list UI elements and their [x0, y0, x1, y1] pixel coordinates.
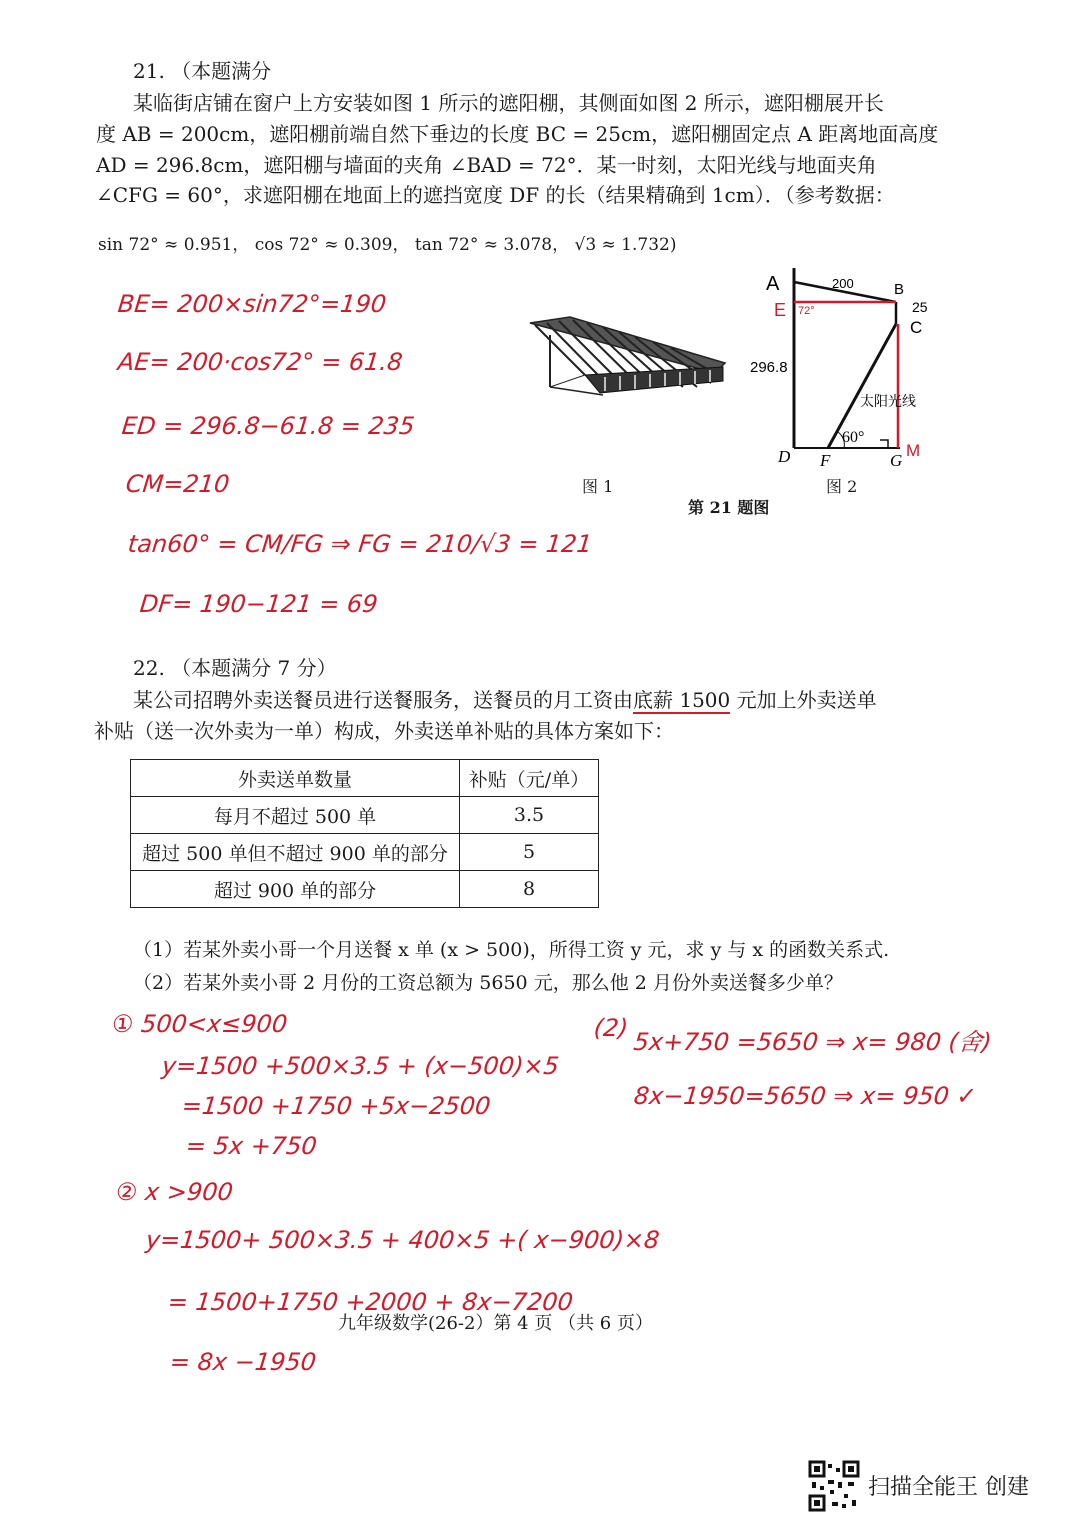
table-cell: 超过 500 单但不超过 900 单的部分: [131, 834, 460, 871]
label-bc-length: 25: [912, 299, 928, 315]
label-angle-f: 60°: [842, 429, 865, 446]
table-header-subsidy: 补贴（元/单）: [460, 760, 599, 797]
q22-case-2-line-3: = 8x −1950: [168, 1348, 318, 1376]
q21-line-1: 某临街店铺在窗户上方安装如图 1 所示的遮阳棚，其侧面如图 2 所示，遮阳棚展开长: [133, 91, 884, 115]
q22-case-2-condition: ② x >900: [114, 1178, 235, 1206]
q21-header: 21. （本题满分: [133, 59, 272, 83]
q22-part-2: （2）若某外卖小哥 2 月份的工资总额为 5650 元，那么他 2 月份外卖送餐多少单？: [133, 972, 843, 994]
q22-part-1: （1）若某外卖小哥一个月送餐 x 单 (x > 500)，所得工资 y 元，求 y 与 x 的函数关系式.: [133, 939, 890, 961]
q22-part-2-line-1: 5x+750 =5650 ⇒ x= 980 (舍): [632, 1028, 993, 1056]
label-angle-a: 72°: [798, 305, 815, 317]
q21-step-fg: tan60° = CM/FG ⇒ FG = 210/√3 = 121: [126, 530, 594, 558]
figure-2-caption: 图 2: [826, 477, 858, 496]
label-g: G: [890, 451, 903, 470]
label-sunline: 太阳光线: [860, 394, 916, 410]
q21-step-ed: ED = 296.8−61.8 = 235: [120, 412, 416, 440]
awning-figure-1: [525, 315, 730, 405]
label-c: C: [910, 318, 923, 337]
side-view-figure-2: [750, 260, 940, 470]
label-a: A: [766, 273, 780, 295]
figure-1-caption: 图 1: [582, 477, 614, 496]
q21-step-df: DF= 190−121 = 69: [138, 590, 380, 618]
table-cell: 5: [460, 834, 599, 871]
label-f: F: [820, 451, 831, 470]
label-e: E: [774, 300, 787, 320]
table-header-row: [131, 760, 599, 797]
table-cell: 每月不超过 500 单: [131, 797, 460, 834]
q22-case-2-line-2: = 1500+1750 +2000 + 8x−7200: [166, 1288, 575, 1316]
q22-line-1: [133, 685, 877, 716]
q22-case-1-line-1: y=1500 +500×3.5 + (x−500)×5: [160, 1052, 561, 1080]
table-row: [131, 797, 599, 834]
qr-code-icon: [808, 1460, 860, 1512]
table-cell: 超过 900 单的部分: [131, 871, 460, 908]
subsidy-table: [130, 759, 599, 908]
page-footer: 九年级数学(26-2）第 4 页 （共 6 页）: [338, 1313, 653, 1334]
q22-part-2-label: (2): [592, 1014, 630, 1042]
label-d: D: [778, 447, 791, 466]
table-cell: 3.5: [460, 797, 599, 834]
q21-step-be: BE= 200×sin72°=190: [116, 290, 388, 318]
label-ab-length: 200: [832, 276, 854, 291]
q21-line-3: AD = 296.8cm，遮阳棚与墙面的夹角 ∠BAD = 72°．某一时刻，太阳光线与地面夹角: [96, 153, 877, 177]
q21-step-cm: CM=210: [124, 470, 231, 498]
q22-line-2: 补贴（送一次外卖为一单）构成，外卖送单补贴的具体方案如下：: [94, 719, 674, 743]
q21-line-4: ∠CFG = 60°，求遮阳棚在地面上的遮挡宽度 DF 的长（结果精确到 1cm）．（参考数据：: [96, 183, 895, 207]
table-header-quantity: 外卖送单数量: [131, 760, 460, 797]
q22-header: 22. （本题满分 7 分）: [133, 656, 337, 680]
scanner-watermark: 扫描全能王 创建: [868, 1475, 1029, 1500]
q21-step-ae: AE= 200·cos72° = 61.8: [116, 348, 404, 376]
table-row: [131, 871, 599, 908]
q21-reference-data: sin 72° ≈ 0.951， cos 72° ≈ 0.309， tan 72° ≈ 3.078， √3 ≈ 1.732): [98, 235, 677, 255]
q21-line-2: 度 AB = 200cm，遮阳棚前端自然下垂边的长度 BC = 25cm，遮阳棚固定点 A 距离地面高度: [96, 122, 939, 146]
table-row: [131, 834, 599, 871]
q22-case-2-line-1: y=1500+ 500×3.5 + 400×5 +( x−900)×8: [144, 1226, 661, 1254]
table-cell: 8: [460, 871, 599, 908]
figure-title: 第 21 题图: [688, 498, 770, 517]
label-ad-length: 296.8: [750, 359, 788, 376]
q22-base-salary: 底薪 1500: [633, 688, 731, 712]
q22-line-1-start: 某公司招聘外卖送餐员进行送餐服务，送餐员的月工资由: [133, 688, 633, 712]
q22-part-2-line-2: 8x−1950=5650 ⇒ x= 950 ✓: [632, 1082, 979, 1110]
q22-case-1-line-3: = 5x +750: [184, 1132, 319, 1160]
q22-case-1-line-2: =1500 +1750 +5x−2500: [180, 1092, 492, 1120]
label-m: M: [906, 441, 921, 460]
q22-line-1-end: 元加上外卖送单: [730, 688, 877, 712]
label-b: B: [894, 281, 905, 298]
q22-case-1-condition: ① 500<x≤900: [110, 1010, 289, 1038]
